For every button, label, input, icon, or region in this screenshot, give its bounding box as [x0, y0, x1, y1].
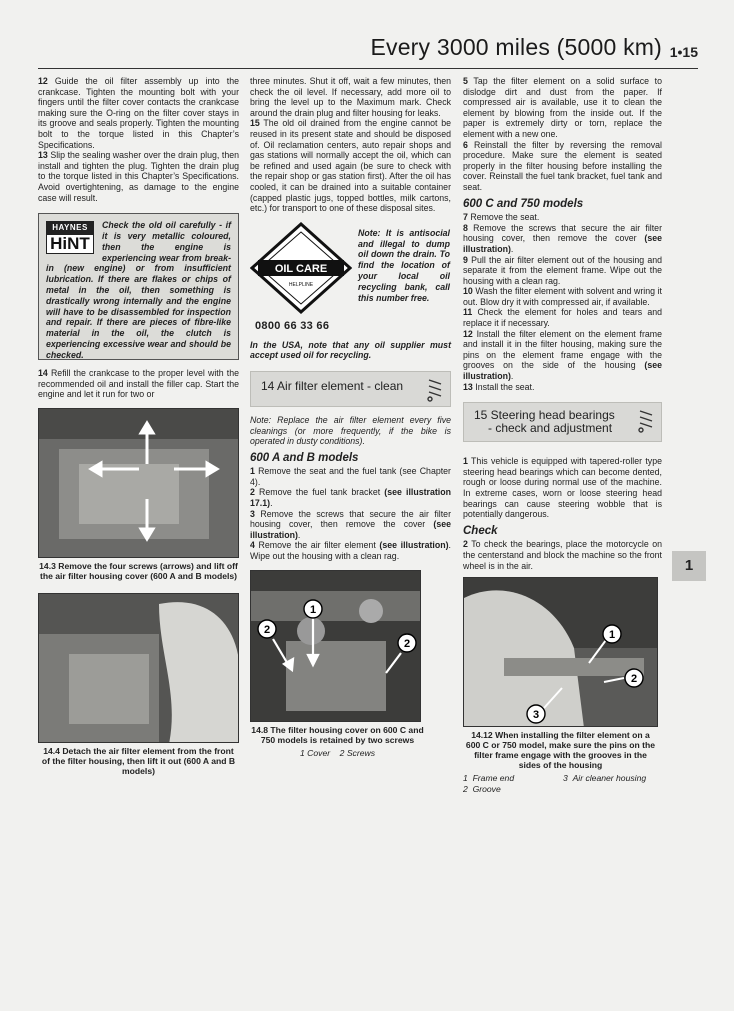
oil-care-box — [250, 222, 451, 332]
step-10: 10 Wash the filter element with solvent and wring it out. Blow dry it with compressed air, if available. — [463, 286, 662, 307]
caption-14-3: 14.3 Remove the four screws (arrows) and lift off the air filter housing cover (600 A and B models) — [39, 560, 238, 581]
caption-14-8-labels: 1 Cover 2 Screws — [300, 747, 375, 758]
chapter-tab: 1 — [672, 551, 706, 581]
svg-text:2: 2 — [403, 637, 411, 650]
section-15-header: 15 Steering head bearings - check and adjustment — [463, 402, 662, 442]
page-number: 1•15 — [669, 44, 698, 60]
caption-14-12-labels — [463, 773, 662, 794]
subheading-check: Check — [463, 524, 498, 537]
label-1: 1 Frame end — [463, 773, 515, 784]
svg-text:1: 1 — [608, 629, 616, 642]
svg-text:HELPLINE: HELPLINE — [288, 281, 314, 288]
svg-text:3: 3 — [532, 709, 540, 722]
header-rule — [38, 68, 698, 69]
caption-14-12: 14.12 When installing the filter element on a 600 C or 750 model, make sure the pins on the filter frame engage with the grooves in the sides of the housing — [465, 730, 656, 771]
photo-14-3 — [38, 408, 239, 558]
caption-14-4: 14.4 Detach the air filter element from the front of the filter housing, then lift it out (600 A and B models) — [41, 745, 236, 776]
label-3: 3 Air cleaner housing — [563, 773, 647, 784]
column-1 — [38, 76, 239, 776]
oil-care-logo — [250, 222, 352, 332]
photo-14-4 — [38, 593, 239, 743]
caption-14-8: 14.8 The filter housing cover on 600 C and 750 models is retained by two screws — [251, 724, 424, 745]
svg-text:2: 2 — [263, 623, 271, 636]
oil-care-note: Note: It is antisocial and illegal to dump oil down the drain. To find the location of your local oil recycling bank, call this number free. — [358, 227, 450, 303]
step-12: 12 Install the filter element on the element frame and install it in the filter housing, making sure the pins on the element frame engage with the grooves on the side of the housing (see illustration). — [463, 328, 663, 382]
haynes-hint-box — [38, 213, 239, 360]
step-8: 8 Remove the screws that secure the air filter housing cover, then remove the cover (see illustration). — [463, 222, 662, 254]
difficulty-spanner-icon — [637, 407, 655, 433]
step-11: 11 Check the element for holes and tears and replace it if necessary. — [463, 307, 662, 329]
svg-text:2: 2 — [630, 673, 638, 686]
step-3: 3 Remove the screws that secure the air filter housing cover, then remove the cover (see illustration). — [250, 508, 451, 540]
step-15-1: 1 This vehicle is equipped with tapered-roller type steering head bearings which can become dented, rough or loose during normal use of the machine. In extreme cases, worn or loose steering head bearings can cause steering wobble that is potentially dangerous. — [463, 456, 662, 520]
step-7: 7 Remove the seat. — [463, 212, 540, 223]
step-2: 2 Remove the fuel tank bracket (see illustration 17.1). — [250, 487, 451, 509]
photo-14-12 — [463, 577, 658, 727]
step-15-2: 2 To check the bearings, place the motorcycle on the centerstand and block the machine so the front wheel is in the air. — [463, 539, 662, 571]
step-4: 4 Remove the air filter element (see illustration). Wipe out the housing with a clean rag. — [250, 540, 451, 562]
step-5: 5 Tap the filter element on a solid surface to dislodge dirt and dust from the paper. If compressed air is available, use it to clean the element by blowing from the inside out. If the paper is extremely dirty or torn, replace the element with a new one. — [463, 76, 662, 139]
column-2 — [250, 76, 451, 758]
paragraph-cont: three minutes. Shut it off, wait a few minutes, then check the oil level. If necessary, add more oil to bring the level up to the Maximum mark. Check around the drain plug and filter housing for leaks. — [250, 76, 451, 118]
svg-text:OIL CARE: OIL CARE — [274, 262, 328, 275]
difficulty-spanner-icon — [426, 376, 444, 402]
hint-text: Check the old oil carefully - if it is very metallic coloured, then the engine is experiencing wear from break-in (new engine) or from insufficient lubrication. If there are flakes or chips of metal in the oil, then something is drastically wrong internally and the engine will have to be disassembled for inspection and repair. If there are pieces of fibre-like material in the oil, the clutch is experiencing excessive wear and should be checked. — [46, 220, 231, 360]
oil-care-phone: 0800 66 33 66 — [255, 320, 330, 333]
haynes-hint-logo: HAYNES HiNT — [46, 221, 94, 254]
paragraph-13: 13 Slip the sealing washer over the drain plug, then install and tighten the plug. Tighten the drain plug to the torque listed in this Chapter’s Specifications. Avoid overtightening, as damage to the engine case will result. — [38, 150, 239, 203]
step-13: 13 Install the seat. — [463, 381, 535, 392]
step-9: 9 Pull the air filter element out of the housing and separate it from the element frame. Wipe out the housing with a clean rag. — [463, 254, 663, 286]
photo-14-8 — [250, 570, 421, 722]
page-title: Every 3000 miles (5000 km) — [370, 34, 662, 60]
paragraph-15: 15 The old oil drained from the engine cannot be reused in its present state and should be disposed of. Oil reclamation centers, auto repair shops and gas stations will normally accept the oil, which can be refined and used again (be sure to check with the repair shop or gas station first). After the oil has cooled, it can be drained into a suitable container (capped plastic jugs, topped bottles, milk cartons, etc.) for transport to one of these disposal sites. — [250, 118, 451, 214]
subheading-600c: 600 C and 750 models — [463, 197, 584, 210]
label-2: 2 Groove — [463, 783, 501, 794]
paragraph-12: 12 Guide the oil filter assembly up into the crankcase. Tighten the mounting bolt with your fingers until the filter cover contacts the crankcase making sure the O-ring on the filter cover stays in its groove and seals properly. Tighten the mounting bolt to the torque listed in this Chapter’s Specifications. — [38, 76, 239, 150]
section-14-header: 14 Air filter element - clean — [250, 371, 451, 407]
paragraph-14: 14 Refill the crankcase to the proper level with the recommended oil and install the filler cap. Start the engine and let it run for two or — [38, 368, 239, 400]
subheading-600ab: 600 A and B models — [250, 451, 359, 464]
column-3 — [463, 76, 662, 794]
step-1: 1 Remove the seat and the fuel tank (see Chapter 4). — [250, 466, 451, 487]
svg-text:1: 1 — [309, 603, 317, 616]
section-14-note: Note: Replace the air filter element every five cleanings (or more frequently, if the bike is operated in dusty conditions). — [250, 414, 451, 447]
usa-note: In the USA, note that any oil supplier must accept used oil for recycling. — [250, 339, 451, 361]
step-6: 6 Reinstall the filter by reversing the removal procedure. Make sure the element is seated properly in the filter housing before installing the cover. Reinstall the fuel tank bracket, fuel tank and seat. — [463, 139, 662, 192]
